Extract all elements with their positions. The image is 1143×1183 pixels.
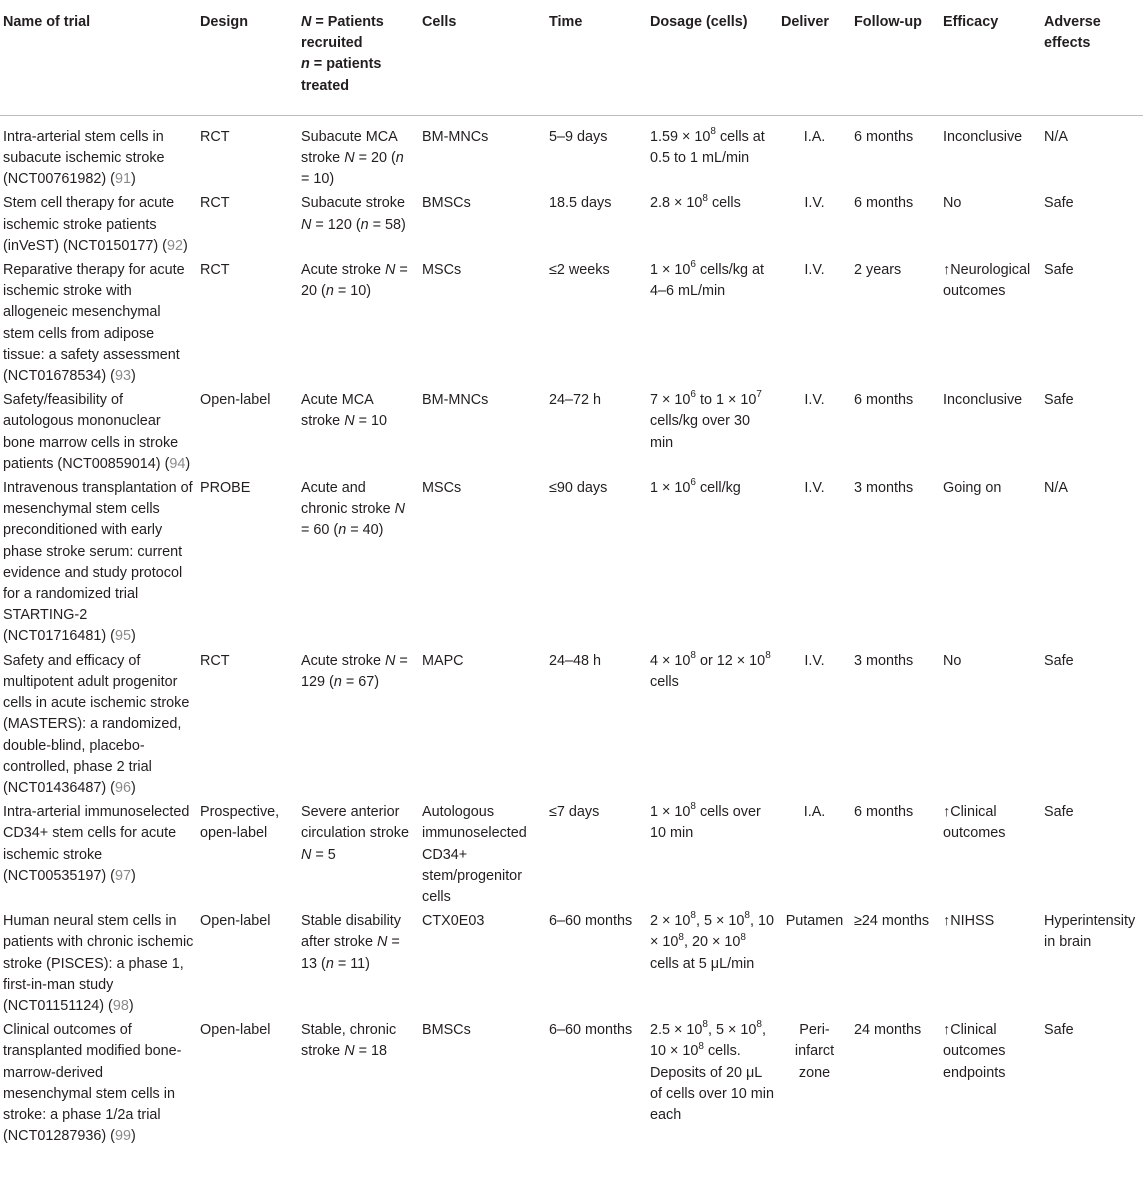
cell-adverse: N/A bbox=[1044, 480, 1068, 497]
header-design: Design bbox=[197, 0, 298, 115]
cell-design: RCT bbox=[200, 652, 230, 669]
trial-name-text: Safety/feasibility of autologous mononuclear bone marrow cells in stroke patients (NCT00859014) ( bbox=[3, 392, 179, 472]
cell-design: Open-label bbox=[200, 913, 271, 930]
cell-patients: Acute and chronic stroke N = 60 (n = 40) bbox=[301, 480, 405, 539]
cell-followup: 6 months bbox=[854, 804, 914, 821]
table-row bbox=[0, 115, 1143, 193]
header-cells: Cells bbox=[419, 0, 546, 115]
cell-deliver: Putamen bbox=[785, 913, 844, 930]
cell-trial-name bbox=[0, 115, 197, 193]
cell-dosage: $1.59 \times 10^8$ cells at 0.5 to 1 mL/min bbox=[650, 126, 765, 167]
cell-deliver: I.V. bbox=[804, 652, 825, 669]
cell-cells: MSCs bbox=[422, 262, 462, 279]
cell-dosage: $7 \times 10^6$ to $1 \times 10^7$ cells/kg over 30 min bbox=[650, 389, 762, 451]
table-row bbox=[0, 260, 1143, 390]
table-row bbox=[0, 802, 1143, 911]
reference-link[interactable]: 95 bbox=[114, 628, 131, 645]
table-row bbox=[0, 651, 1143, 802]
reference-link[interactable]: 99 bbox=[114, 1128, 131, 1145]
cell-efficacy: Inconclusive bbox=[943, 392, 1023, 409]
cell-cells: CTX0E03 bbox=[422, 913, 485, 930]
table-row bbox=[0, 193, 1143, 260]
cell-followup: 24 months bbox=[854, 1022, 922, 1039]
cell-patients: Severe anterior circulation stroke N = 5 bbox=[301, 804, 409, 863]
cell-efficacy: Inconclusive bbox=[943, 128, 1023, 145]
trial-name-end: ) bbox=[185, 455, 191, 472]
cell-deliver: I.V. bbox=[804, 392, 825, 409]
reference-link[interactable]: 93 bbox=[114, 368, 131, 385]
trial-name-end: ) bbox=[131, 1128, 136, 1145]
cell-adverse: Hyperintensity in brain bbox=[1044, 913, 1136, 951]
header-patients-line1: N = Patients recruited bbox=[301, 14, 384, 52]
cell-time: 18.5 days bbox=[549, 195, 612, 212]
cell-trial-name bbox=[0, 260, 197, 390]
cell-efficacy: ↑NIHSS bbox=[943, 913, 995, 930]
trial-name-text: Clinical outcomes of transplanted modified bone-marrow-derived mesenchymal stem cells in stroke: a phase 1/2a trial (NCT01287936) ( bbox=[3, 1022, 182, 1145]
header-row bbox=[0, 0, 1143, 115]
cell-design: Open-label bbox=[200, 1022, 271, 1039]
cell-adverse: Safe bbox=[1044, 262, 1074, 279]
cell-time: ≤2 weeks bbox=[549, 262, 610, 279]
cell-trial-name bbox=[0, 911, 197, 1020]
cell-trial-name bbox=[0, 802, 197, 911]
cell-followup: ≥24 months bbox=[854, 913, 930, 930]
cell-adverse: Safe bbox=[1044, 392, 1074, 409]
trial-name-text: Reparative therapy for acute ischemic stroke with allogeneic mesenchymal stem cells from adipose tissue: a safety assessment (NCT01678534) ( bbox=[3, 262, 185, 385]
cell-efficacy: ↑Neurological outcomes bbox=[943, 262, 1031, 300]
cell-dosage: $1 \times 10^6$ cells/kg at 4–6 mL/min bbox=[650, 259, 764, 300]
cell-dosage: $2 \times 10^8$, $5 \times 10^8$, $10 \times 10^8$, $20 \times 10^8$ cells at 5 μL/min bbox=[650, 910, 774, 972]
cell-dosage: $2.8 \times 10^8$ cells bbox=[650, 192, 741, 212]
trial-name-end: ) bbox=[182, 237, 188, 254]
table-row bbox=[0, 1020, 1143, 1150]
cell-deliver: I.V. bbox=[804, 195, 825, 212]
cell-patients: Subacute MCA stroke N = 20 (n = 10) bbox=[301, 128, 404, 188]
cell-followup: 3 months bbox=[854, 480, 914, 497]
header-deliver: Deliver bbox=[778, 0, 851, 115]
trial-name-text: Intravenous transplantation of mesenchymal stem cells preconditioned with early phase stroke serum: current evidence and study protocol for a randomized trial STARTING-2 (NCT01716481) ( bbox=[3, 480, 193, 645]
cell-deliver: Peri-infarct zone bbox=[794, 1022, 835, 1081]
cell-design: Open-label bbox=[200, 392, 271, 409]
cell-patients: Subacute stroke N = 120 (n = 58) bbox=[301, 195, 406, 233]
cell-design: Prospective, open-label bbox=[200, 804, 280, 842]
trial-name-end: ) bbox=[131, 628, 136, 645]
reference-link[interactable]: 91 bbox=[114, 171, 131, 188]
cell-cells: BMSCs bbox=[422, 195, 471, 212]
reference-link[interactable]: 92 bbox=[166, 237, 183, 254]
cell-patients: Stable, chronic stroke N = 18 bbox=[301, 1022, 397, 1060]
cell-cells: BM-MNCs bbox=[422, 128, 489, 145]
header-adverse: Adverse effects bbox=[1041, 0, 1143, 115]
trial-name-end: ) bbox=[131, 368, 136, 385]
cell-deliver: I.V. bbox=[804, 262, 825, 279]
cell-adverse: Safe bbox=[1044, 652, 1074, 669]
cell-trial-name bbox=[0, 390, 197, 478]
cell-deliver: I.V. bbox=[804, 480, 825, 497]
cell-trial-name bbox=[0, 651, 197, 802]
cell-adverse: Safe bbox=[1044, 1022, 1074, 1039]
trial-name-end: ) bbox=[131, 171, 136, 188]
cell-deliver: I.A. bbox=[803, 128, 826, 145]
trial-name-end: ) bbox=[131, 867, 136, 884]
cell-trial-name bbox=[0, 193, 197, 260]
trial-name-text: Human neural stem cells in patients with chronic ischemic stroke (PISCES): a phase 1, first-in-man study (NCT01151124) ( bbox=[3, 913, 194, 1014]
cell-dosage: $1 \times 10^8$ cells over 10 min bbox=[650, 801, 761, 842]
cell-followup: 6 months bbox=[854, 195, 914, 212]
cell-dosage: $2.5 \times 10^8$, $5 \times 10^8$, $10 \times 10^8$ cells. Deposits of 20 μL of cells over 10 min each bbox=[650, 1019, 774, 1123]
trial-name-end: ) bbox=[131, 779, 136, 796]
cell-efficacy: ↑Clinical outcomes endpoints bbox=[943, 1022, 1006, 1081]
cell-time: ≤7 days bbox=[549, 804, 600, 821]
cell-time: 6–60 months bbox=[549, 913, 633, 930]
cell-patients: Acute stroke N = 20 (n = 10) bbox=[301, 262, 408, 300]
header-patients bbox=[298, 0, 419, 115]
table-row bbox=[0, 911, 1143, 1020]
cell-patients: Acute MCA stroke N = 10 bbox=[301, 392, 388, 430]
cell-design: RCT bbox=[200, 195, 230, 212]
cell-design: RCT bbox=[200, 128, 230, 145]
header-name: Name of trial bbox=[0, 0, 197, 115]
cell-patients: Acute stroke N = 129 (n = 67) bbox=[301, 652, 408, 690]
reference-link[interactable]: 98 bbox=[112, 997, 129, 1014]
cell-adverse: Safe bbox=[1044, 195, 1074, 212]
header-patients-line2: n = patients treated bbox=[301, 56, 382, 94]
reference-link[interactable]: 96 bbox=[114, 779, 131, 796]
cell-cells: BMSCs bbox=[422, 1022, 471, 1039]
table-row bbox=[0, 390, 1143, 478]
cell-cells: Autologous immunoselected CD34+ stem/progenitor cells bbox=[422, 804, 527, 905]
cell-followup: 2 years bbox=[854, 262, 902, 279]
cell-cells: MAPC bbox=[422, 652, 464, 669]
cell-adverse: Safe bbox=[1044, 804, 1074, 821]
table-body bbox=[0, 115, 1143, 1150]
cell-design: RCT bbox=[200, 262, 230, 279]
cell-followup: 6 months bbox=[854, 128, 914, 145]
trial-name-end: ) bbox=[128, 997, 134, 1014]
cell-efficacy: Going on bbox=[943, 480, 1002, 497]
cell-adverse: N/A bbox=[1044, 128, 1068, 145]
cell-dosage: $4 \times 10^8$ or $12 \times 10^8$ cells bbox=[650, 649, 771, 690]
cell-time: 24–72 h bbox=[549, 392, 602, 409]
cell-cells: MSCs bbox=[422, 480, 462, 497]
header-time: Time bbox=[546, 0, 647, 115]
cell-time: 5–9 days bbox=[549, 128, 608, 145]
header-efficacy: Efficacy bbox=[940, 0, 1041, 115]
cell-patients: Stable disability after stroke N = 13 (n = 11) bbox=[301, 913, 401, 972]
header-followup: Follow-up bbox=[851, 0, 940, 115]
trial-name-text: Intra-arterial immunoselected CD34+ stem cells for acute ischemic stroke (NCT00535197) ( bbox=[3, 804, 190, 884]
cell-time: ≤90 days bbox=[549, 480, 608, 497]
trial-name-text: Safety and efficacy of multipotent adult progenitor cells in acute ischemic stroke (MASTERS): a randomized, double-blind, placebo-controlled, phase 2 trial (NCT01436487) ( bbox=[3, 652, 190, 796]
cell-time: 6–60 months bbox=[549, 1022, 633, 1039]
table-row bbox=[0, 478, 1143, 651]
reference-link[interactable]: 97 bbox=[114, 867, 131, 884]
cell-dosage: $1 \times 10^6$ cell/kg bbox=[650, 477, 741, 497]
cell-efficacy: No bbox=[943, 652, 962, 669]
cell-efficacy: ↑Clinical outcomes bbox=[943, 804, 1006, 842]
trial-name-text: Stem cell therapy for acute ischemic stroke patients (inVeST) (NCT0150177) ( bbox=[3, 195, 175, 254]
header-dosage: Dosage (cells) bbox=[647, 0, 778, 115]
cell-trial-name bbox=[0, 478, 197, 651]
reference-link[interactable]: 94 bbox=[169, 455, 186, 472]
trial-name-text: Intra-arterial stem cells in subacute ischemic stroke (NCT00761982) ( bbox=[3, 128, 165, 188]
cell-deliver: I.A. bbox=[803, 804, 826, 821]
cell-followup: 6 months bbox=[854, 392, 914, 409]
cell-efficacy: No bbox=[943, 195, 962, 212]
cell-trial-name bbox=[0, 1020, 197, 1150]
cell-time: 24–48 h bbox=[549, 652, 602, 669]
cell-followup: 3 months bbox=[854, 652, 914, 669]
cell-cells: BM-MNCs bbox=[422, 392, 489, 409]
cell-design: PROBE bbox=[200, 480, 251, 497]
